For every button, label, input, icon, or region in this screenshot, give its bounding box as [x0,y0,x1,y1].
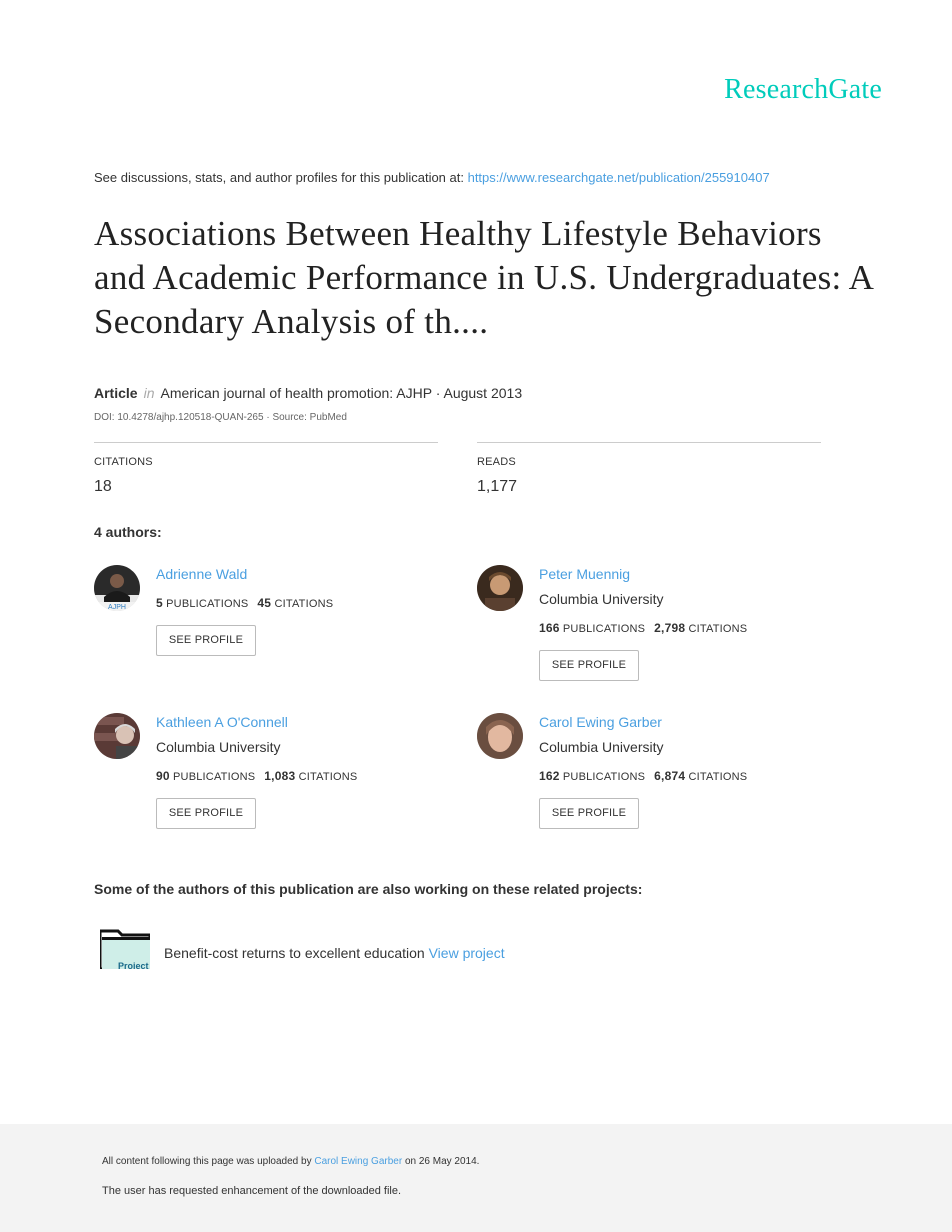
publication-source-line [94,170,770,185]
researchgate-logo[interactable]: ResearchGate [724,74,882,105]
see-discussions-text: See discussions, stats, and author profiles for this publication at: [94,170,468,185]
author-institution: Columbia University [539,591,664,607]
author-avatar[interactable] [477,713,523,759]
author-avatar[interactable] [477,565,523,611]
author-name-link[interactable]: Carol Ewing Garber [539,714,662,730]
svg-text:AJPH: AJPH [108,604,126,611]
citations-label: CITATIONS [274,598,334,610]
uploader-link[interactable]: Carol Ewing Garber [314,1156,403,1167]
publications-label: PUBLICATIONS [562,771,646,783]
author-name-link[interactable]: Peter Muennig [539,566,631,582]
citations-label: CITATIONS [298,771,358,783]
author-counts [539,621,747,635]
journal-and-date: American journal of health promotion: AJHP · August 2013 [160,385,523,401]
author-counts [156,769,357,783]
reads-stat [477,442,821,495]
footer [0,1124,952,1232]
author-avatar[interactable] [94,713,140,759]
publications-count: 166 [539,621,560,635]
publications-count: 162 [539,769,560,783]
publication-type: Article [94,385,138,401]
citations-count: 1,083 [264,769,296,783]
author-name-link[interactable]: Kathleen A O'Connell [156,714,288,730]
project-item [164,945,505,961]
author-avatar[interactable] [94,565,140,611]
author-card [477,713,857,853]
publication-url-link[interactable]: https://www.researchgate.net/publication/255910407 [467,170,770,185]
citations-count: 2,798 [654,621,686,635]
authors-heading: 4 authors: [94,524,162,540]
enhancement-request-note: The user has requested enhancement of the downloaded file. [102,1185,402,1197]
publications-label: PUBLICATIONS [562,623,646,635]
upload-note [102,1156,479,1167]
author-counts [539,769,747,783]
see-profile-button[interactable]: SEE PROFILE [539,798,639,829]
upload-prefix: All content following this page was uploaded by [102,1156,315,1167]
publications-label: PUBLICATIONS [173,771,256,783]
project-folder-icon [100,929,150,969]
publications-count: 90 [156,769,170,783]
citations-stat [94,442,438,495]
citations-count: 6,874 [654,769,686,783]
view-project-link[interactable]: View project [428,945,505,961]
citations-label: CITATIONS [688,771,748,783]
related-projects-heading: Some of the authors of this publication are also working on these related projects: [94,881,643,897]
author-institution: Columbia University [156,739,281,755]
publications-label: PUBLICATIONS [166,598,249,610]
publication-meta [94,385,522,401]
see-profile-button[interactable]: SEE PROFILE [156,625,256,656]
author-card [94,713,474,853]
project-icon-label: Project [118,961,149,969]
publications-count: 5 [156,596,163,610]
author-institution: Columbia University [539,739,664,755]
citations-value: 18 [94,478,112,495]
citations-label: CITATIONS [94,456,153,468]
project-title: Benefit-cost returns to excellent education [164,945,425,961]
reads-value: 1,177 [477,478,518,495]
author-card [477,565,857,705]
doi-line: DOI: 10.4278/ajhp.120518-QUAN-265 · Source: PubMed [94,412,347,423]
author-card [94,565,474,705]
see-profile-button[interactable]: SEE PROFILE [156,798,256,829]
citations-count: 45 [257,596,272,610]
see-profile-button[interactable]: SEE PROFILE [539,650,639,681]
author-name-link[interactable]: Adrienne Wald [156,566,248,582]
author-counts [156,596,333,610]
reads-label: READS [477,456,516,468]
citations-label: CITATIONS [688,623,748,635]
in-word: in [143,385,155,401]
upload-suffix: on 26 May 2014. [402,1156,480,1167]
publication-title: Associations Between Healthy Lifestyle Behaviors and Academic Performance in U.S. Undergraduates: A Secondary Analysis of th.... [94,214,873,341]
